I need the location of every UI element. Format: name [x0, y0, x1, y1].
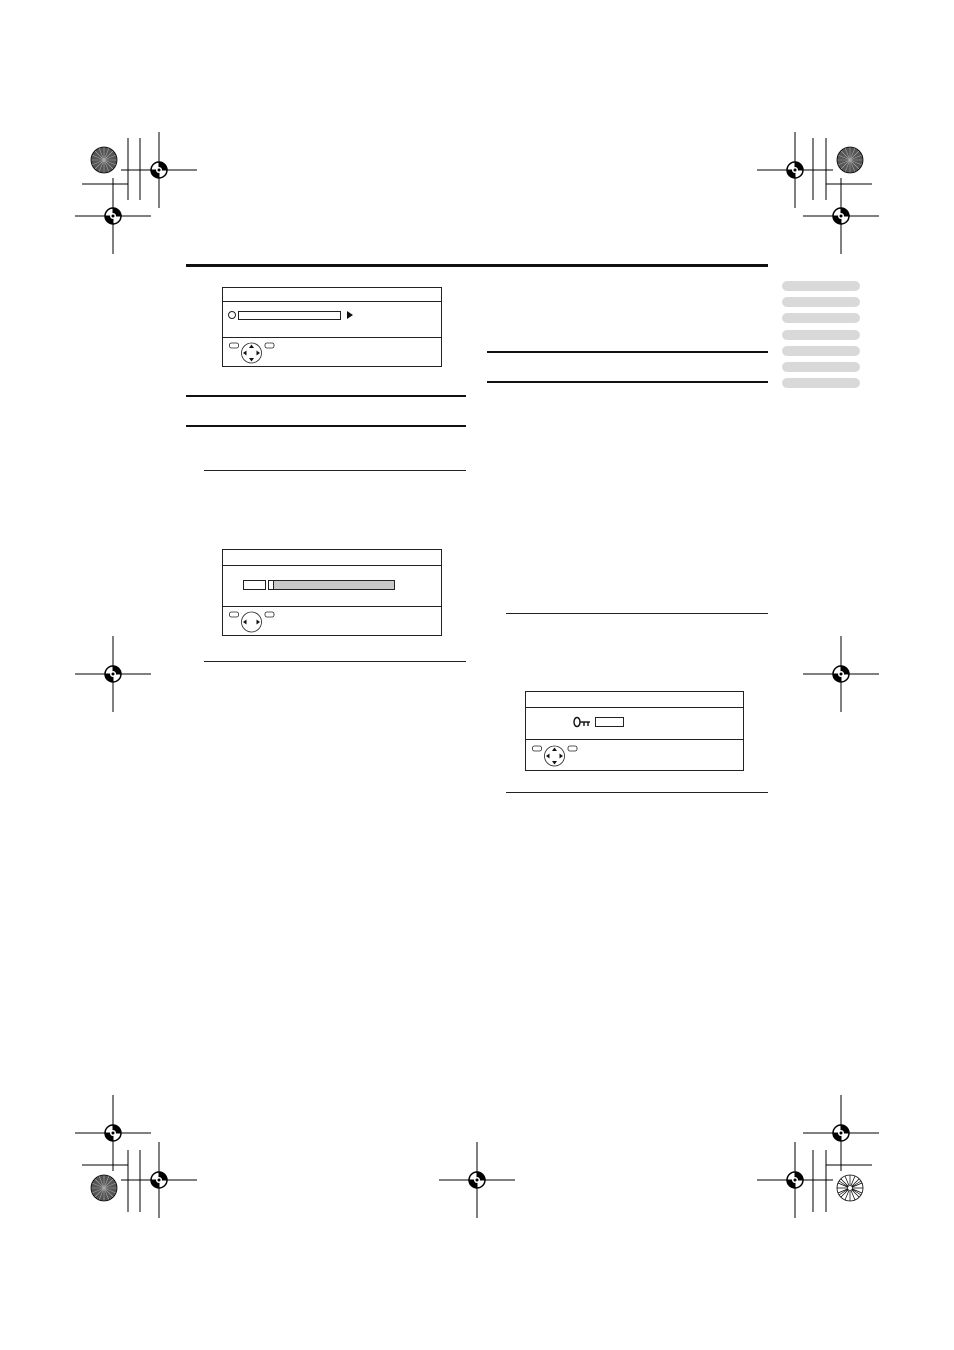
registration-mark-icon [803, 636, 879, 712]
chapter-tab [782, 297, 860, 307]
section-rule [186, 425, 466, 427]
registration-mark-icon [439, 1142, 515, 1218]
osd-menu-panel [222, 287, 442, 367]
chapter-tab [782, 378, 860, 388]
key-icon [573, 716, 591, 728]
registration-mark-icon [75, 636, 151, 712]
chapter-tab-active [782, 281, 860, 291]
dpad-icon [229, 341, 275, 365]
osd-header [526, 692, 743, 708]
chapter-tab [782, 313, 860, 323]
subsection-rule [506, 792, 768, 793]
chapter-tab [782, 362, 860, 372]
arrow-right-icon [346, 311, 354, 319]
subsection-rule [204, 661, 466, 662]
osd-header [223, 288, 441, 302]
radio-circle-icon [228, 311, 236, 319]
level-bar [268, 580, 395, 590]
color-wheel-top-left-icon [91, 147, 117, 173]
registration-mark-icon [803, 1095, 879, 1171]
color-wheel-bottom-right-icon [837, 1175, 863, 1201]
section-rule [186, 395, 466, 397]
osd-lock-panel [525, 691, 744, 771]
chapter-tab [782, 330, 860, 340]
registration-mark-icon [757, 1142, 833, 1218]
color-wheel-bottom-left-icon [91, 1175, 117, 1201]
subsection-rule [506, 613, 768, 614]
registration-mark-icon [757, 132, 833, 208]
color-wheel-top-right-icon [837, 147, 863, 173]
registration-mark-icon [121, 132, 197, 208]
section-rule [487, 351, 768, 353]
osd-header [223, 550, 441, 566]
dpad-icon [229, 610, 275, 634]
registration-mark-icon [803, 178, 879, 254]
chapter-tab [782, 346, 860, 356]
selector-field [238, 311, 341, 320]
section-rule [487, 381, 768, 383]
subsection-rule [204, 470, 466, 471]
registration-mark-icon [121, 1142, 197, 1218]
code-input-box [595, 717, 624, 727]
dpad-icon [532, 744, 578, 768]
value-box [243, 580, 266, 590]
osd-slider-panel [222, 549, 442, 636]
page-header-rule [186, 264, 768, 267]
level-bar-indicator [269, 581, 274, 589]
